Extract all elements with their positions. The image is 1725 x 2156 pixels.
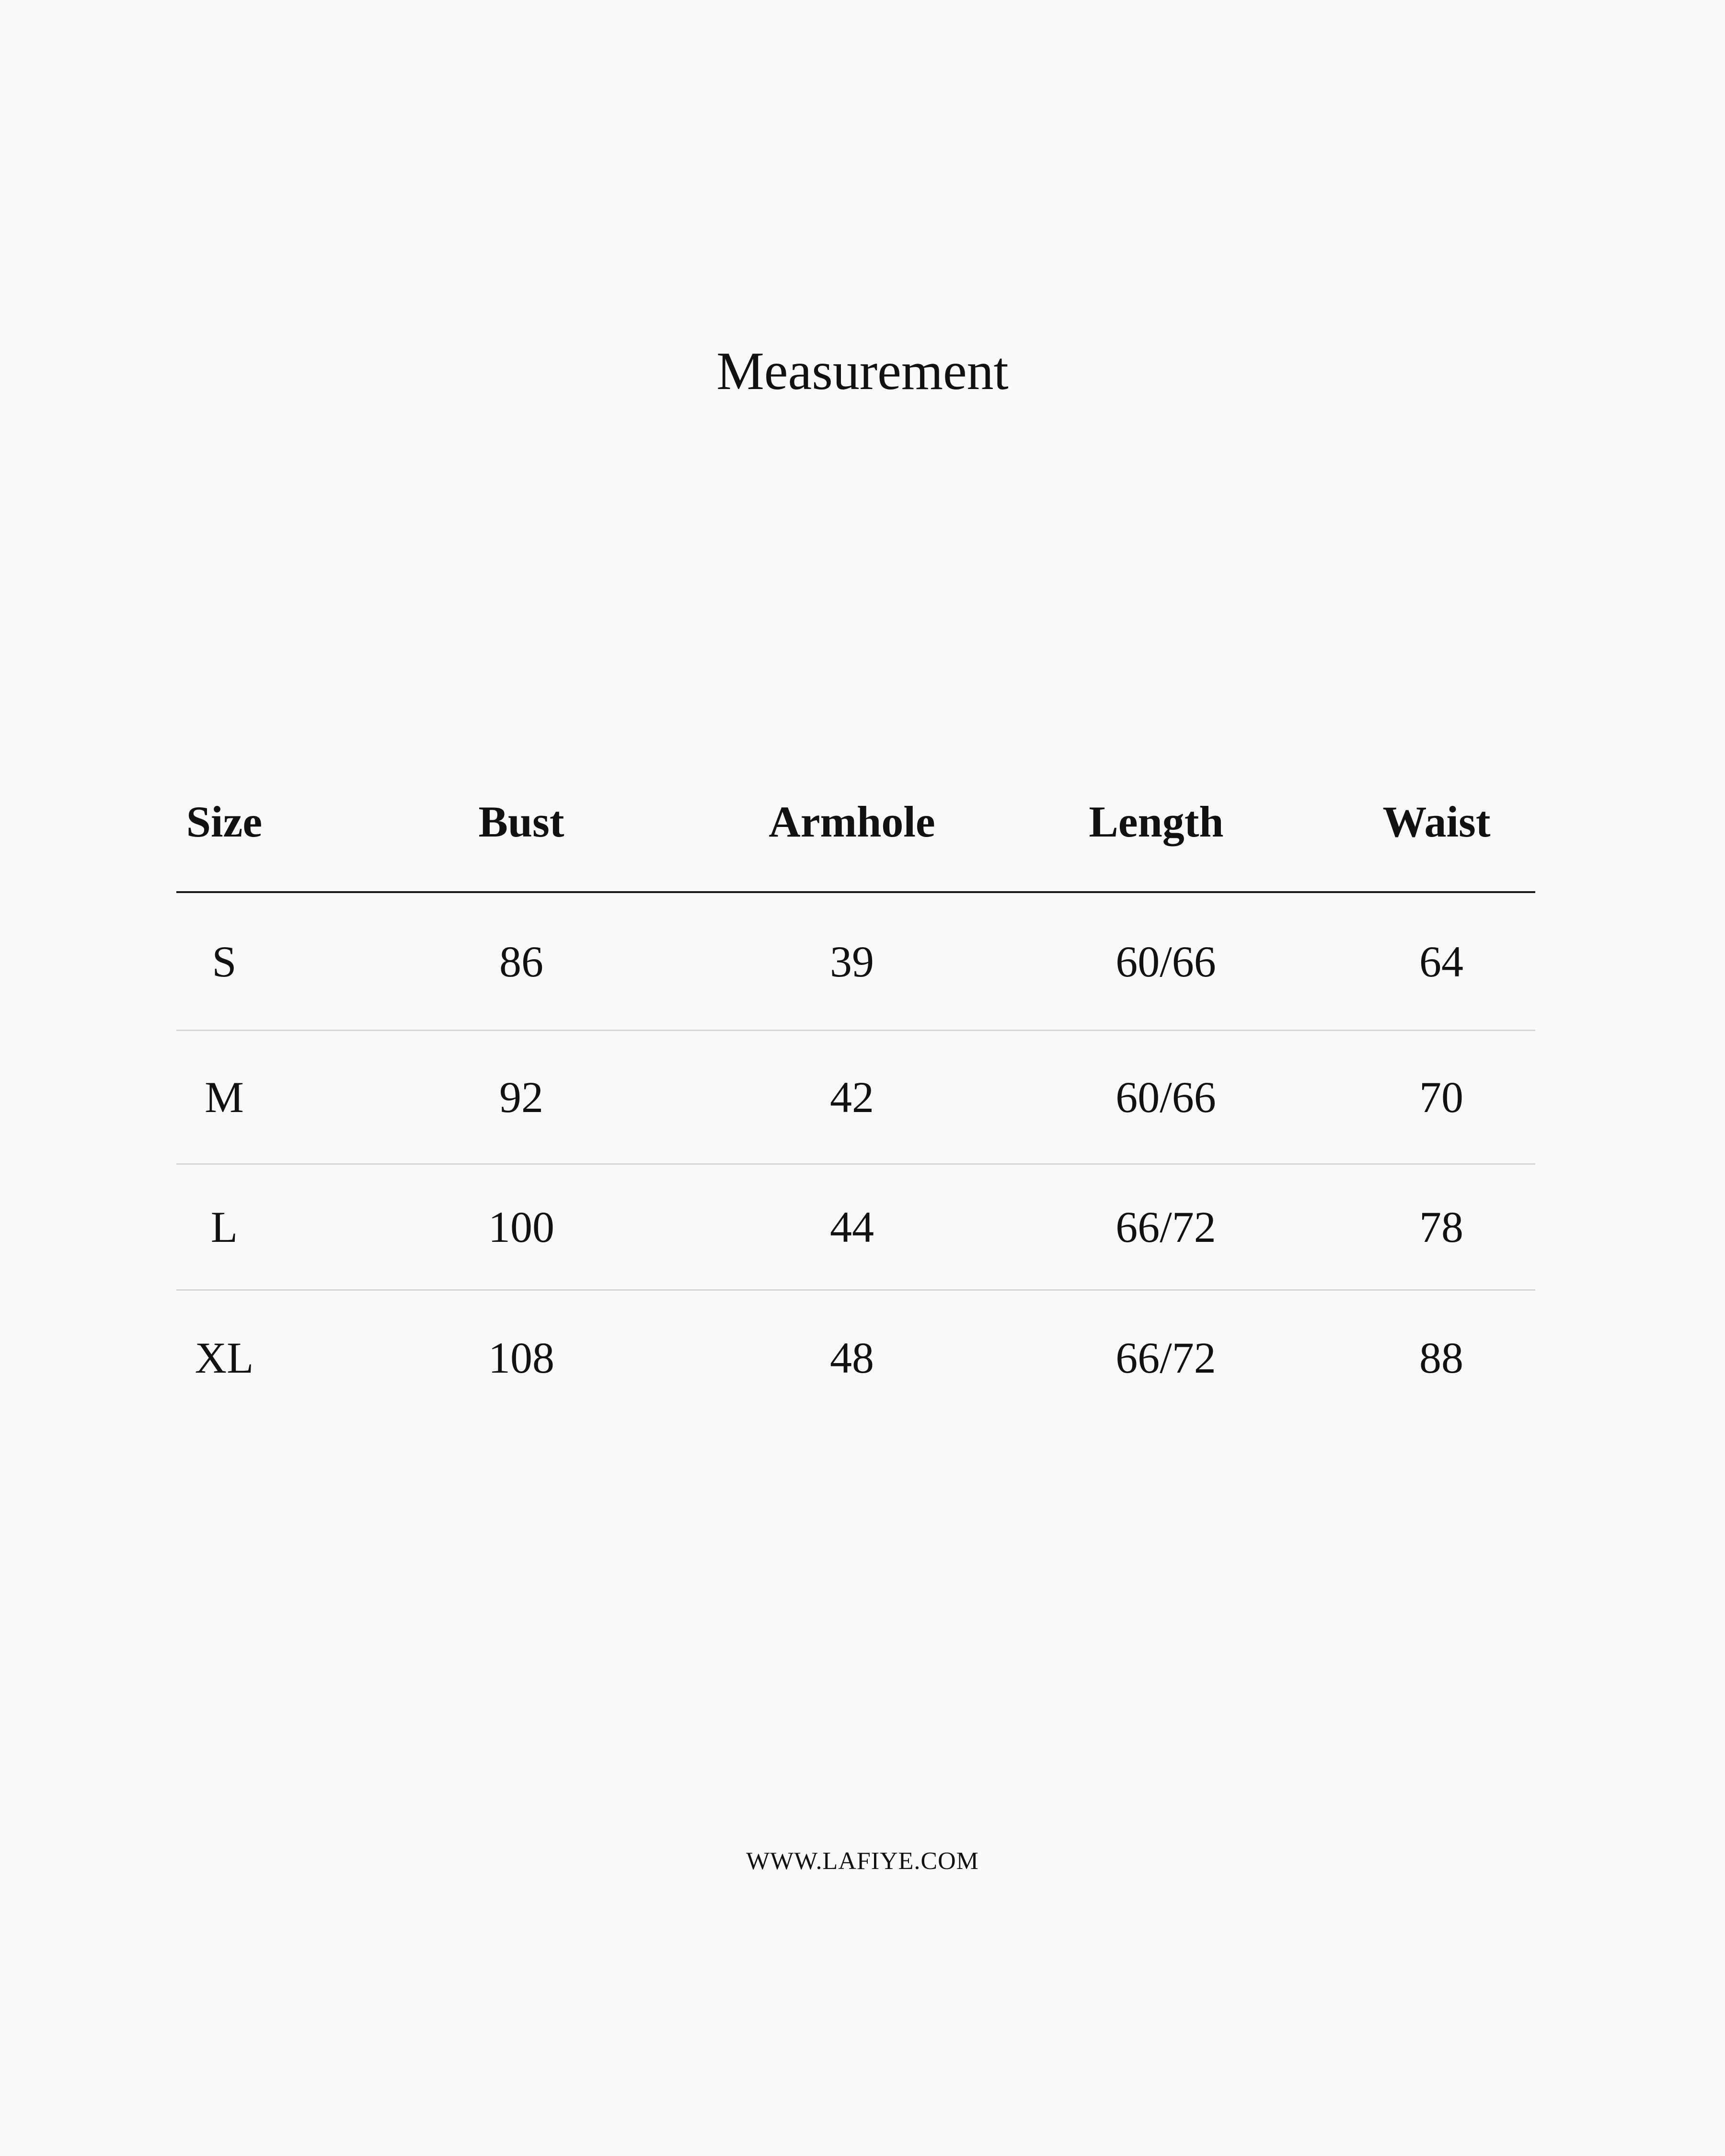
cell-waist: 70: [1419, 1073, 1463, 1122]
cell-length: 60/66: [1116, 1073, 1216, 1122]
cell-waist: 64: [1419, 937, 1463, 986]
cell-size: L: [210, 1203, 238, 1251]
header-length: Length: [1089, 797, 1224, 846]
table-header-row: [176, 762, 1535, 891]
cell-armhole: 48: [830, 1333, 874, 1382]
table-row: [176, 1031, 1535, 1163]
cell-bust: 100: [488, 1203, 554, 1251]
cell-armhole: 42: [830, 1073, 874, 1122]
cell-bust: 86: [499, 937, 543, 986]
table-row: [176, 893, 1535, 1030]
cell-armhole: 44: [830, 1203, 874, 1251]
cell-armhole: 39: [830, 937, 874, 986]
cell-length: 66/72: [1116, 1203, 1216, 1251]
cell-size: XL: [195, 1333, 254, 1382]
cell-length: 66/72: [1116, 1333, 1216, 1382]
measurement-table: [176, 762, 1535, 1425]
cell-size: S: [212, 937, 237, 986]
cell-length: 60/66: [1116, 937, 1216, 986]
cell-bust: 108: [488, 1333, 554, 1382]
cell-size: M: [205, 1073, 244, 1122]
cell-waist: 78: [1419, 1203, 1463, 1251]
website-url: WWW.LAFIYE.COM: [746, 1847, 979, 1875]
cell-bust: 92: [499, 1073, 543, 1122]
table-row: [176, 1165, 1535, 1289]
page-title: Measurement: [716, 342, 1009, 401]
header-size: Size: [186, 797, 263, 846]
header-armhole: Armhole: [769, 797, 935, 846]
table-row: [176, 1291, 1535, 1425]
cell-waist: 88: [1419, 1333, 1463, 1382]
header-waist: Waist: [1382, 797, 1491, 846]
header-bust: Bust: [478, 797, 564, 846]
